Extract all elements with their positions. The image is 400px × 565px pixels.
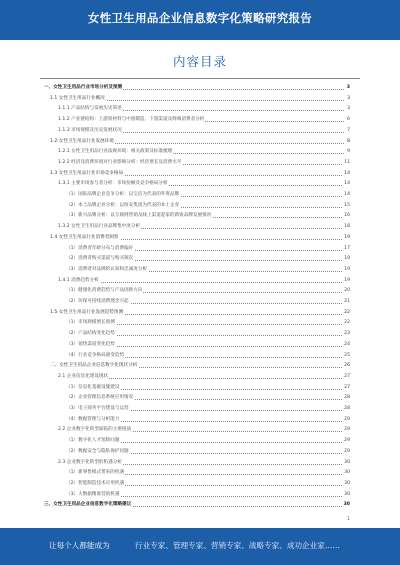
toc-entry[interactable] [44, 501, 350, 509]
toc-entry-page: 7 [347, 127, 350, 133]
toc-entry-title: 2.2 企业数字化转型面临的主要挑战 [58, 427, 132, 433]
toc-entry-page: 19 [344, 256, 350, 262]
page-number: 1 [347, 516, 351, 522]
toc-entry-title: 1.1.1 产品结构与发展历史简述 [58, 106, 122, 112]
toc-entry-title: 1.1 女性卫生用品行业概况 [50, 95, 105, 101]
toc-entry-title: 2.1 企业信息化建设现状 [58, 373, 109, 379]
toc-entry[interactable] [58, 459, 350, 467]
toc-entry[interactable] [58, 127, 350, 135]
toc-entry-title: 1.4.1 消费趋势分析 [58, 277, 99, 283]
toc-entry[interactable] [66, 287, 350, 295]
toc-entry-title: （2）本土品牌企业分析：以恒安集团为代表的本土企业 [66, 202, 180, 208]
toc-entry[interactable] [66, 384, 350, 392]
toc-entry-page: 28 [344, 406, 350, 411]
toc-entry[interactable] [66, 191, 350, 199]
toc-entry-title: （1）新零售模式带来的机遇 [66, 470, 125, 476]
toc-entry-page: 26 [344, 363, 350, 369]
toc-entry-title: （1）市场规模增长预测 [66, 320, 115, 326]
toc-entry-title: 三、女性卫生用品企业信息数字化策略建议 [44, 502, 132, 508]
toc-entry[interactable] [66, 255, 350, 263]
toc-entry-title: （3）消费者对品牌的认知和忠诚度分析 [66, 266, 148, 272]
toc-entry-page: 15 [344, 202, 350, 208]
toc-entry-title: （1）健康化消费趋势与产品创新方向 [66, 288, 143, 294]
toc-entry-title: （2）智能制造技术应用机遇 [66, 480, 125, 486]
toc-entry-page: 16 [344, 213, 350, 219]
toc-entry-title: 1.5 女性卫生用品行业发展趋势预测 [50, 309, 124, 315]
toc-entry-page: 18 [344, 224, 350, 230]
toc-entry[interactable] [66, 330, 350, 338]
toc-entry-page: 20 [344, 288, 350, 294]
toc-entry-title: （1）信息化基础设施建设 [66, 384, 120, 390]
toc-entry-title: 1.3.1 主要市场参与者分析：市场份额及竞争格局分析 [58, 181, 168, 187]
toc-entry-title: （2）产品结构变化趋势 [66, 331, 115, 337]
toc-divider [40, 78, 360, 79]
toc-entry-page: 22 [344, 320, 350, 326]
toc-leader-dots [58, 282, 344, 283]
toc-entry-page: 25 [344, 352, 350, 358]
toc-entry-page: 27 [344, 384, 350, 390]
toc-entry-title: （3）销售渠道变化趋势 [66, 341, 115, 347]
toc-entry-title: 1.3.2 女性卫生用品行业品牌集中度分析 [58, 224, 141, 230]
toc-entry-page: 9 [347, 149, 350, 155]
toc-entry-page: 27 [344, 373, 350, 379]
toc-entry[interactable] [66, 212, 350, 220]
toc-entry-title: 二、女性卫生用品企业信息数字化现状分析 [50, 363, 138, 369]
toc-entry[interactable] [50, 95, 350, 103]
toc-entry-page: 14 [344, 192, 350, 197]
toc-entry-page: 6 [347, 117, 350, 123]
report-header [0, 0, 400, 40]
toc-entry-title: （1）消费者年龄分布与消费偏好 [66, 245, 134, 251]
toc-entry[interactable] [66, 341, 350, 349]
toc-entry-title: 1.2.1 女性卫生用品行业法规环境：相关政策及标准梳理 [58, 149, 173, 155]
toc-entry-page: 19 [344, 234, 350, 240]
toc-entry[interactable] [58, 180, 350, 188]
toc-entry-title: 2.3 企业数字化转型的机遇分析 [58, 459, 122, 465]
toc-entry[interactable] [58, 373, 350, 381]
toc-entry-title: 1.2.2 经济及消费环境对行业影响分析：经济增长及消费水平 [58, 159, 182, 165]
footer-roles: 行业专家、管理专家、营销专家、战略专家、成功企业家…… [135, 541, 341, 550]
toc-entry-title: （1）国际品牌企业竞争分析：以宝洁为代表的外资品牌 [66, 192, 180, 197]
toc-entry[interactable] [66, 469, 350, 477]
toc-entry[interactable] [58, 223, 350, 231]
toc-entry-page: 30 [344, 480, 350, 486]
footer-slogan: 让每个人都能成为 [49, 541, 110, 550]
toc-entry-page: 23 [344, 331, 350, 337]
footer-banner [0, 528, 400, 565]
toc-entry[interactable] [66, 437, 350, 445]
toc-title: 内容目录 [172, 54, 227, 69]
report-title: 女性卫生用品企业信息数字化策略研究报告 [87, 11, 313, 25]
toc-entry-title: 1.1.2 产业链结构：上游原材料与中游制造、下游渠道及终端消费者分析 [58, 117, 205, 123]
toc-entry[interactable] [58, 148, 350, 156]
toc-entry-title: 1.3 女性卫生用品行业市场竞争格局 [50, 170, 124, 176]
toc-entry-title: （3）新兴品牌分析：以互联网营销及线上渠道起家的新锐品牌发展情况 [66, 213, 212, 219]
toc-entry-title: 1.2 女性卫生用品行业发展环境 [50, 138, 114, 144]
toc-entry-page: 19 [344, 266, 350, 272]
toc-entry-page: 29 [344, 448, 350, 454]
toc-entry[interactable] [66, 245, 350, 253]
toc-entry[interactable] [44, 84, 350, 92]
toc-entry[interactable] [58, 116, 350, 124]
toc-entry-page: 3 [347, 95, 350, 101]
toc-entry[interactable] [66, 480, 350, 488]
toc-entry[interactable] [66, 394, 350, 402]
toc-entry[interactable] [58, 426, 350, 434]
toc-entry-page: 14 [344, 181, 350, 187]
toc-entry-title: 1.4 女性卫生用品行业消费者洞察 [50, 234, 119, 240]
toc-entry[interactable] [58, 105, 350, 113]
toc-entry-title: （1）数字化人才短缺问题 [66, 438, 120, 444]
toc-entry-title: （2）消费者购买渠道与购买频次 [66, 256, 134, 262]
toc-entry-title: （2）企业管理信息系统应用情况 [66, 395, 134, 401]
toc-entry-page: 29 [344, 427, 350, 433]
toc-entry-page: 11 [344, 159, 350, 165]
toc-entry-page: 22 [344, 309, 350, 315]
toc-entry[interactable] [66, 448, 350, 456]
toc-entry[interactable] [66, 405, 350, 413]
toc-entry-title: （3）电子商务平台建设与运营 [66, 406, 129, 411]
toc-entry-title: （3）大数据精准营销机遇 [66, 491, 120, 497]
toc-entry-page: 28 [344, 395, 350, 401]
toc-entry[interactable] [50, 138, 350, 146]
toc-entry-page: 3 [346, 85, 350, 90]
toc-entry-page: 21 [344, 299, 350, 304]
toc-entry-title: （4）行业竞争格局演变趋势 [66, 352, 125, 358]
toc-entry-page: 29 [344, 416, 350, 422]
toc-entry-page: 30 [343, 502, 350, 508]
toc-entry[interactable] [58, 277, 350, 285]
toc-entry-page: 24 [344, 341, 350, 347]
toc-entry[interactable] [66, 352, 350, 360]
toc-entry-page: 29 [344, 438, 350, 444]
toc-entry-page: 19 [344, 277, 350, 283]
toc-entry-page: 8 [347, 138, 350, 144]
toc-entry-page: 3 [347, 106, 350, 112]
toc-entry[interactable] [66, 491, 350, 499]
toc-entry[interactable] [50, 309, 350, 317]
toc-entry[interactable] [66, 416, 350, 424]
toc-entry-page: 30 [344, 491, 350, 497]
toc-entry[interactable] [58, 159, 350, 167]
toc-entry-page: 14 [344, 170, 350, 176]
toc-entry-title: （2）数据安全与隐私保护问题 [66, 448, 129, 454]
toc-entry-title: （2）环保可持续消费理念兴起 [66, 299, 129, 304]
toc-entry-page: 30 [344, 470, 350, 476]
toc-entry-title: 1.1.3 市场规模及历史发展状况 [58, 127, 122, 133]
toc-entry-page: 17 [344, 245, 350, 251]
toc-entry[interactable] [66, 202, 350, 210]
toc-entry-page: 30 [344, 459, 350, 465]
toc-entry[interactable] [50, 234, 350, 242]
toc-entry-title: 一、女性卫生用品行业市场分析及预测 [44, 85, 123, 90]
toc-entry[interactable] [66, 319, 350, 327]
toc-entry[interactable] [66, 266, 350, 274]
toc-entry[interactable] [50, 170, 350, 178]
toc-entry-title: （4）数据管理与分析能力 [66, 416, 120, 422]
toc-entry[interactable] [66, 298, 350, 306]
toc-entry[interactable] [50, 362, 350, 370]
